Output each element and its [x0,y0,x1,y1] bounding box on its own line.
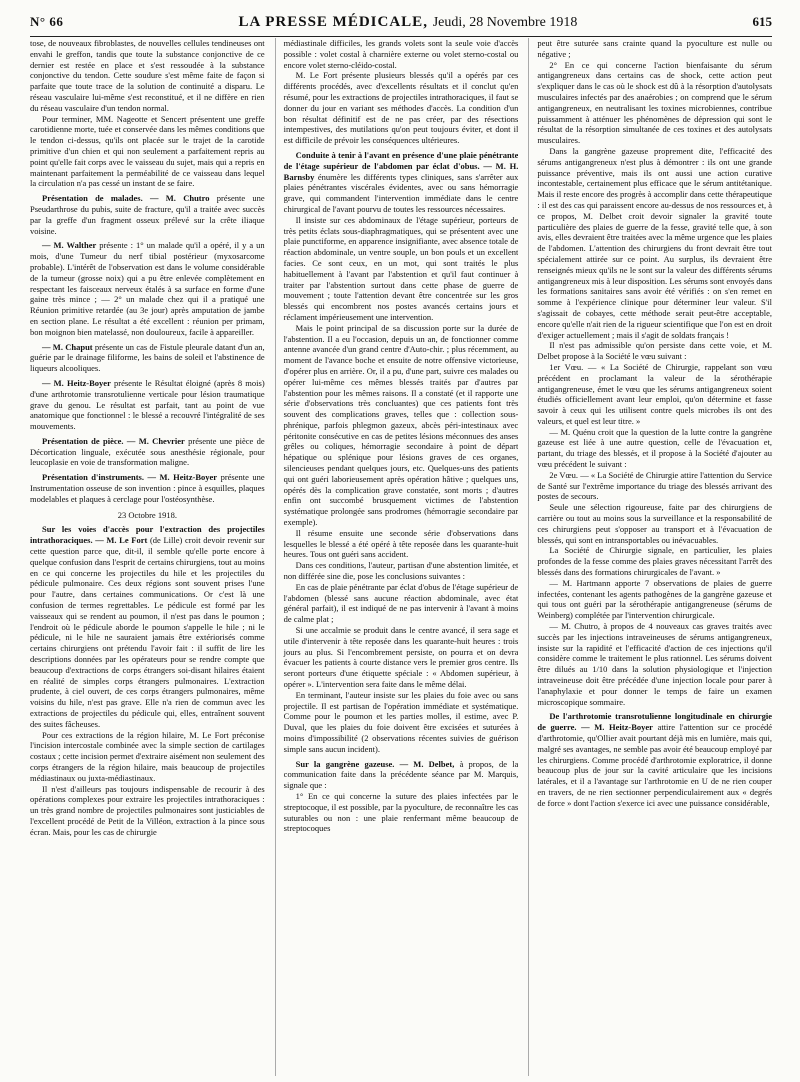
paragraph [537,38,772,60]
paragraph [284,791,519,834]
paragraph [30,524,265,729]
paragraph-heading: Sur la gangrène gazeuse. — M. Delbet, [295,758,455,769]
paragraph-heading: Présentation de malades. — M. Chutro [42,193,210,204]
paragraph-text: Il résume ensuite une seconde série d'observations dans lesquelles le blessé a été opéré à tête reposée dans les quarante-huit heures. Tous ont guéri sans accident. [283,527,519,560]
paragraph-text: Pour terminer, MM. Nageotte et Sencert présentent une greffe carotidienne morte, tuée et conservée dans les mêmes conditions que le tendon ci-dessus, qu'ils ont placée sur le trajet de la carotide primitive d'un chien et qui non seulement a parfaitement repris au point qu'elle fait corps avec le vaisseau du sujet, mais qui a repris en maintenant parfaitement la perméabilité de ce vaisseau dans lequel la circulation n'a pas cessé un instant de se faire. [30,113,265,189]
paragraph [537,470,772,502]
paragraph [284,582,519,625]
paragraph-text: présente : 1° un malade qu'il a opéré, il y a un mois, d'une Tumeur du nerf tibial postérieur (myxosarcome probable). L'intérêt de l'observation est dans le volume considérable de la tumeur (grosse noix) qui a pu être enlevée complètement en respectant les faisceaux nerveux étalés à sa surface en forme d'une gaine très mince ; — 2° un malade chez qui il a pratiqué une Réunion primitive retardée (au 3e jour) après amputation de jambe en section plane. Le résultat a été excellent : réunion per primam, bon moignon bien matelassé, non douloureux, facile à appareiller. [30,240,265,337]
paragraph-text: 2e Vœu. — « La Société de Chirurgie attire l'attention du Service de Santé sur l'extrême importance du triage des blessés arrivant des postes de secours. [537,469,773,502]
text-columns [30,38,772,1076]
paragraph [284,690,519,755]
paragraph-text: présente une pièce de Décortication linguale, exécutée sous anesthésie régionale, pour leucoplasie en voie de transformation maligne. [30,435,265,468]
paragraph-text: 23 Octobre 1918. [117,509,177,520]
paragraph [537,711,772,808]
paragraph-heading: — M. Heitz-Boyer [42,377,111,388]
paragraph-text: tose, de nouveaux fibroblastes, de nouvelles cellules tendineuses ont envahi le greffon, tandis que toute la substance conjonctive de ce dernier est restée en place et s'est ressoudée à la substance conjonctive du tendon. Cette soudure s'est même faite de façon si parfaite que toute trace de la solution de continuité a disparu. Le réseau vasculaire lui-même s'est reconstitué, et il ne diffère en rien du réseau vasculaire d'un tendon normal. [30,38,265,113]
paragraph [30,784,265,838]
paragraph [30,38,265,114]
paragraph [537,146,772,340]
paragraph [30,378,265,432]
paragraph-text: 1er Vœu. — « La Société de Chirurgie, rappelant son vœu précédent en proclamant la valeur de la sérothérapie antigangreneuse, émet le vœu que les sérums antigangreneux soient étudiés officiellement avant leur emploi, qu'on détermine et fasse savoir à ceux qui les utilisent contre quels microbes ils ont des valeurs, et quel est leur titre. » [537,361,773,426]
paragraph [284,625,519,690]
session-date [30,510,265,521]
paragraph-heading: Présentation de pièce. — M. Chevrier [42,435,185,446]
paragraph-text: Dans la gangrène gazeuse proprement dite, l'efficacité des sérums antigangreneux n'est plus à démontrer : ils ont une grande puissance préventive, mais ils ont aussi une action curative incontestable, certainement plus efficace que le sérum antitétanique. Mais il reste encore des progrès à accomplir dans cette thérapeutique : il est des cas qui paraissent encore au-dessus de nos ressources et, à ce propos, M. Delbet croit devoir signaler la gravité toute particulière des plaies de guerre de la fesse, gravité telle que, à son avis, elles devraient être traitées avec la même urgence que les plaies de l'abdomen. L'attention des chirurgiens du front devrait être tout spécialement attirée sur ce point. Au surplus, ils devraient être renseignés mieux qu'ils ne le sont sur la valeur des différents sérums antigangreneux mis à leur disposition. Les sérums sont envoyés dans les formations sanitaires sans avoir été vérifiés : on s'en remet en somme à l'expérience clinique pour déterminer leur valeur. S'il s'agissait de cobayes, cette méthode serait peut-être acceptable, encore qu'elle n'ait rien de la rigueur scientifique que l'on est en droit d'exiger actuellement ; mais il s'agit de soldats français ! [537,145,773,340]
paragraph-text: 1° En ce qui concerne la suture des plaies infectées par le streptocoque, il est possible, par la pyoculture, de reconnaître les cas suturables ou non : une plaie renfermant même beaucoup de streptocoques [283,790,519,834]
paragraph-text: Pour ces extractions de la région hilaire, M. Le Fort préconise l'incision intercostale combinée avec la simple section de cartilages costaux ; cette incision permet d'extraire aisément non seulement des corps étrangers de la région hilaire, mais beaucoup de projectiles médiastinaux ou juxta-médiastinaux. [30,729,265,783]
paragraph [284,70,519,146]
paragraph-text: Il n'est pas admissible qu'on persiste dans cette voie, et M. Delbet propose à la Société le vœu suivant : [537,340,773,362]
paragraph-text: présente un cas de Fistule pleurale datant d'un an, guérie par le drainage filiforme, les bains de soleil et l'abstinence de liqueurs alcooliques. [30,341,265,374]
paragraph-text: Dans ces conditions, l'auteur, partisan d'une abstention limitée, et non différée sine die, pose les conclusions suivantes : [283,560,519,582]
paragraph [30,730,265,784]
paragraph [537,621,772,707]
paragraph-text: médiastinale difficiles, les grands volets sont la seule voie d'accès possible : volet costal à charnière externe ou volet sterno-costal ou encore volet sterno-cléido-costal. [283,38,519,70]
paragraph [537,60,772,146]
paragraph-text: Il n'est d'ailleurs pas toujours indispensable de recourir à des opérations complexes pour extraire les projectiles intrathoraciques : un très grand nombre de projectiles pulmonaires sont justiciables de l'excellent procédé de Petit de la Villéon, extraction à la pince sous écran. Mais, pour les cas de chirurgie [30,783,265,837]
paragraph [30,193,265,236]
paragraph-text: La Société de Chirurgie signale, en particulier, les plaies profondes de la fesse comme des plaies graves nécessitant l'arrêt des blessés dans des formations chirurgicales de l'avant. » [537,545,773,578]
paragraph-text: Si une accalmie se produit dans le centre avancé, il sera sage et utile d'intervenir à tête reposée dans les quarante-huit heures : trois jours au plus. Si l'encombrement persiste, on pourra et on devra évacuer les patients à courte distance vers le premier gros centre. Ils seront porteurs d'une étiquette spéciale : « Abdomen supérieur, à opérer ». L'intervention sera faite dans le même délai. [283,625,519,690]
paragraph-text: — M. Hartmann apporte 7 observations de plaies de guerre infectées, contenant les agents pathogènes de la gangrène gazeuse et qui tous ont guéri par la sérothérapie antigangreneuse (sérums de Weinberg) complétée par l'intervention chirurgicale. [537,577,773,621]
paragraph-text: — M. Chutro, à propos de 4 nouveaux cas graves traités avec succès par les injections intraveineuses de sérums antigangreneux, insiste sur la rapidité et l'efficacité d'action de ces injections qu'il considère comme le traitement le plus rationnel. Les sérums doivent être dilués au 1/10 dans la solution physiologique et l'injection intraveineuse doit être précédée d'une injection locale pour parer à l'anaphylaxie et pour donner le temps de faire un examen microscopique sommaire. [537,621,773,707]
paragraph-text: présente une Pseudarthrose du pubis, suite de fracture, qu'il a traitée avec succès par la greffe d'un fragment osseux prélevé sur la crête iliaque voisine. [30,193,265,236]
paragraph [537,427,772,470]
paragraph [30,114,265,190]
paragraph-text: En terminant, l'auteur insiste sur les plaies du foie avec ou sans projectile. Il est partisan de l'opération immédiate et systématique. Comme pour le poumon et les parties molles, il estime, avec P. Duval, que les plaies du foie doivent être excisées et suturées à moins d'impossibilité (2 observations récentes suivies de guérison simple sans aucun incident). [283,689,519,754]
paragraph-text: Mais le point principal de sa discussion porte sur la durée de l'abstention. Il a eu l'occasion, depuis un an, de fonctionner comme antenne avancée d'un grand centre d'Auto-chir. ; plus récemment, au moment de l'avance boche et ensuite de notre offensive victorieuse, d'opérer plus en arrière. Or, il a pu, d'une part, suivre ces malades ou opérer lui-même ces mêmes blessés traités par d'autres par l'abstention pour les mêmes raisons. Il a constaté (et il rapporte une série d'observations très concluantes) que ces patients font très souvent des complications graves, telles que : collection sous-phrénique, parfois phlegmon gazeux, abcès péri-intestinaux avec péritonite consécutive en cas de petites lésions méconnues des anses grêles ou coliques, hémorragie secondaire à point de départ hépatique ou splénique pour lésions graves de ces organes, silencieuses pendant quelques jours, etc. Quelques-uns des patients qui ont guéri laborieusement après opération hâtive ; quelques uns, opérés dès la complication grave constatée, sont morts ; d'autres enfin ont succombé brusquement victimes de l'abstention systématique prolongée sans prodromes (hémorragie secondaire par exemple). [283,322,519,528]
paragraph-text: énumère les différents types cliniques, sans s'arrêter aux plaies pénétrantes viscérales évidentes, avec ou sans hémorragie grave, qui commandent l'intervention immédiate dans le centre chirurgical de l'avant pourvu de toutes les ressources nécessaires. [283,171,519,214]
paragraph [30,436,265,468]
paragraph-text: (de Lille) croit devoir revenir sur cette question parce que, dit-il, il semble qu'elle porte encore à quelque confusion dans l'esprit de certains chirurgiens, tout au moins en ce qui concerne les projectiles du hile et les projectiles du pédicule pulmonaire. Ces deux régions sont souvent prises l'une pour l'autre, dans certaines communications. Or c'est là une confusion de termes regrettables. Le pédicule est formé par les vaisseaux qui se rendent au poumon, il n'est pas dans le poumon ; l'endroit où le pédicule aborde le poumon s'appelle le hile ; ni le pédicule, ni le hile ne sauraient jamais être extériorisés comme certains chirurgiens ont prétendu l'avoir fait : il suffit de lire les descriptions données par les opérateurs pour se rendre compte que beaucoup d'extractions de corps étrangers soi-disant hilaires étaient en réalité de simples corps étrangers pulmonaires. L'extraction prudente, à ciel ouvert, de ces corps étrangers pulmonaires, même voisins du hile, n'est pas grave. Elle n'a rien de commun avec les extractions de projectiles du pédicule qui, elles, entraînent souvent des suites fâcheuses. [30,535,265,729]
paragraph-text: attire l'attention sur ce procédé d'arthrotomie, qu'Ollier avait pourtant déjà mis en lumière, mais qui, malgré ses avantages, ne semble pas avoir été beaucoup employé par les chirurgiens. Comme procédé d'arthrotomie exploratrice, il donne beaucoup plus de jour sur la cavité articulaire que les incisions latérales, et il a l'avantage sur l'arthrotomie en U de ne rien couper en travers, de ne rien sectionner perpendiculairement aux « degrés de force » dont l'action s'exerce ici avec une puissance considérable, [537,722,773,808]
paragraph-heading: Conduite à tenir à l'avant en présence d'une plaie pénétrante de l'étage supérieur de l'abdomen par éclat d'obus. — M. H. Barnsby [283,149,519,182]
paragraph [284,560,519,582]
paragraph [284,150,519,215]
paragraph-heading: — M. Walther [42,240,97,251]
paragraph [537,502,772,545]
paragraph-text: 2° En ce qui concerne l'action bienfaisante du sérum antigangreneux dans certains cas de shock, cette action peut s'expliquer dans le cas où le shock est dû à la résorption d'autolysats musculaires infectés par des anaérobies ; on comprend que le sérum antigangreneux, en neutralisant les toxines microbiennes, contribue puissamment à atténuer les phénomènes de dépression qui sont le résultat de la résorption simultanée de ces toxines et des autolysats musculaires. [537,59,773,146]
paragraph-heading: — M. Chaput [42,341,93,352]
paragraph [284,38,519,70]
paragraph [284,323,519,528]
paragraph-text: présente le Résultat éloigné (après 8 mois) d'une arthrotomie transrotulienne verticale pour lésion traumatique grave du genou. Le résultat est parfait, tant au point de vue anatomique que fonctionnel : le blessé a recouvré l'intégralité de ses mouvements. [30,377,265,432]
paragraph [537,340,772,362]
paragraph [537,362,772,427]
paragraph-text: — M. Quénu croit que la question de la lutte contre la gangrène gazeuse est liée à une autre question, celle de l'évacuation et, partant, du triage des blessés, et il propose à la Société d'ajouter au vœu précédent le suivant : [537,426,773,470]
issue-date: Jeudi, 28 Novembre 1918 [432,15,578,30]
paragraph [30,240,265,337]
paragraph [30,342,265,374]
paragraph-text: peut être suturée sans crainte quand la pyoculture est nulle ou négative ; [537,38,773,59]
paragraph [537,578,772,621]
column-2 [275,38,519,1076]
paragraph-text: à propos, de la communication faite dans la précédente séance par M. Marquis, signale que : [283,758,519,791]
paragraph [284,759,519,791]
paragraph [537,545,772,577]
column-1 [30,38,265,1076]
paragraph-heading: De l'arthrotomie transrotulienne longitudinale en chirurgie de guerre. — M. Heitz-Boyer [537,711,773,733]
paragraph [30,472,265,504]
journal-title [238,14,577,31]
paragraph-text: En cas de plaie pénétrante par éclat d'obus de l'étage supérieur de l'abdomen (blessé sans aucune réaction abdominale, avec état général parfait), il est indiqué de ne pas intervenir à l'avant à moins de calme plat ; [283,581,519,625]
issue-number: N° 66 [30,14,64,29]
journal-name: LA PRESSE MÉDICALE, [238,14,428,30]
paragraph-text: M. Le Fort présente plusieurs blessés qu'il a opérés par ces différents procédés, avec d'excellents résultats et il conclut qu'en résumé, pour les extractions de projectiles intrathoraciques, il faut se donner du jour en variant ses méthodes d'accès. La condition d'un bon résultat définitif est de ne pas créer, par des résections intempestives, des mutilations qu'on peut toujours éviter, et dont il est difficile de prévoir les conséquences ultérieures. [283,70,519,146]
paragraph [284,528,519,560]
paragraph-text: présente une Instrumentation osseuse de son invention : pince à esquilles, plaques modelables et plaques à cerclage pour l'ostéosynthèse. [30,472,265,504]
paragraph-heading: Présentation d'instruments. — M. Heitz-Boyer [42,472,218,483]
paragraph-text: Il insiste sur ces abdominaux de l'étage supérieur, porteurs de très petits éclats sous-diaphragmatiques, qui se présentent avec une plaie punctiforme, en apparence insignifiante, avec absence totale de réaction abdominale, un ventre souple, un bon pouls et un excellent facies. Ce sont ceux, en un mot, qui sont traités le plus habituellement à l'avant par l'abstention et qu'il faut continuer à traiter par l'abstention surtout dans cette phase de guerre de mouvement ; toute l'attention devant être concentrée sur les gros blessés qui encombrent nos postes avancés certains jours et réclament impérieusement une intervention. [283,214,519,322]
page-number: 615 [752,14,772,29]
page-header [30,14,772,37]
paragraph [284,215,519,323]
column-3 [528,38,772,1076]
paragraph-text: Seule une sélection rigoureuse, faite par des chirurgiens de carrière ou tout au moins sous la surveillance et la responsabilité de ces chirurgiens peut s'opposer au transport et à l'évacuation de blessés, qui sont en intransportables ou inévacuables. [537,502,773,545]
paragraph-heading: Sur les voies d'accès pour l'extraction des projectiles intrathoraciques. — M. Le Fort [30,524,265,546]
